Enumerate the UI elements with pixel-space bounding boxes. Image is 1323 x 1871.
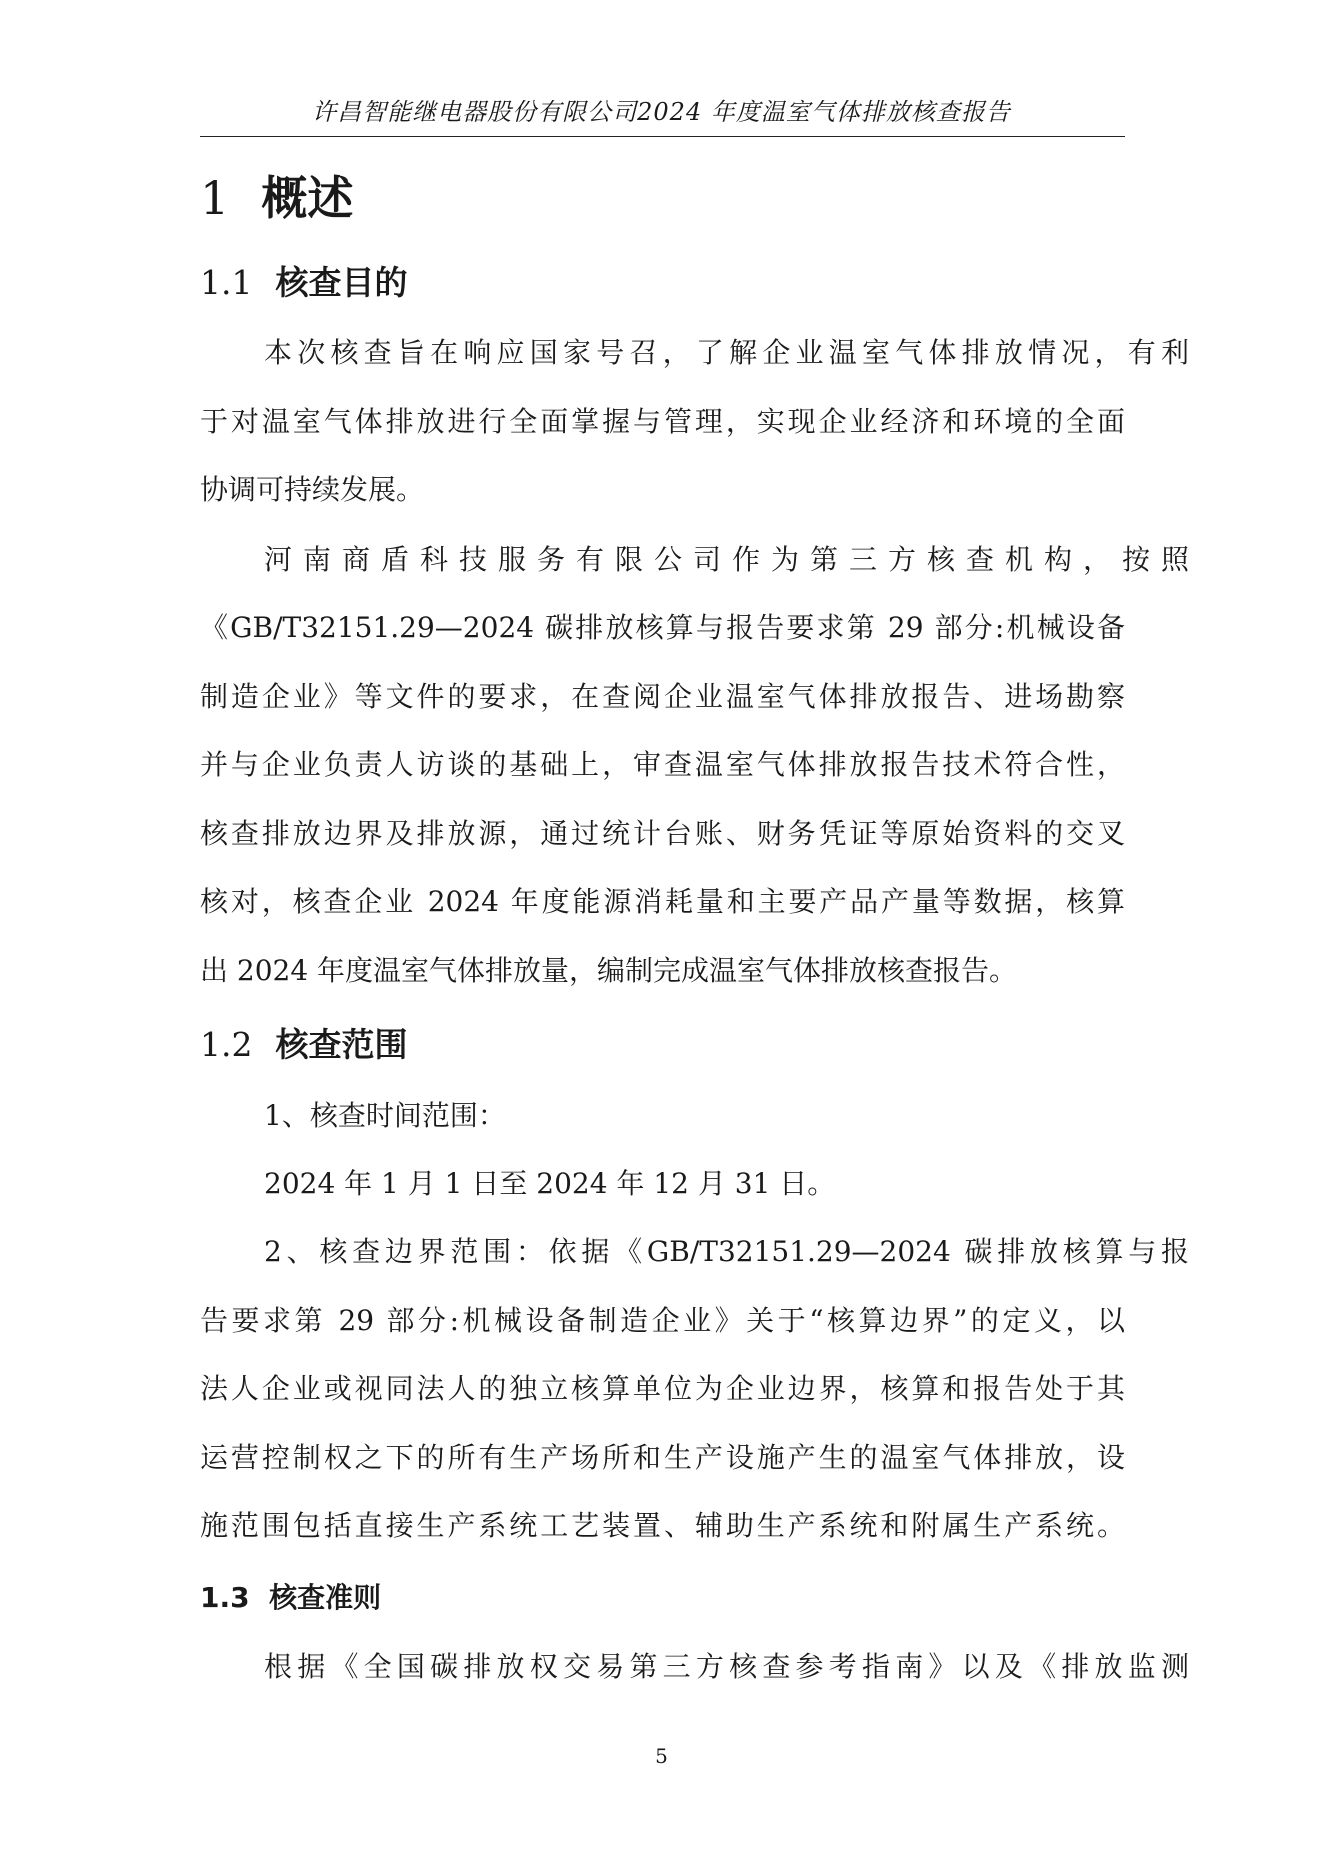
subsection-title: 核查范围 [275,1025,408,1064]
subsection-number: 1.1 [200,263,253,302]
paragraph-line: 《GB/T32151.29—2024 碳排放核算与报告要求第 29 部分:机械设备 [200,611,1125,644]
subsection-title: 核查目的 [275,263,408,302]
paragraph-line: 出 2024 年度温室气体排放量，编制完成温室气体排放核查报告。 [200,954,1018,987]
paragraph-line: 法人企业或视同法人的独立核算单位为企业边界，核算和报告处于其 [200,1372,1125,1405]
paragraph-line: 2、核查边界范围：依据《GB/T32151.29—2024 碳排放核算与报 [264,1235,1189,1268]
paragraph-line: 核对，核查企业 2024 年度能源消耗量和主要产品产量等数据，核算 [200,885,1125,918]
section-number: 1 [200,171,230,225]
paragraph-line: 施范围包括直接生产系统工艺装置、辅助生产系统和附属生产系统。 [200,1509,1125,1542]
paragraph-line: 协调可持续发展。 [200,473,425,506]
subsection-heading-1-3 [200,1578,381,1618]
paragraph-line: 并与企业负责人访谈的基础上，审查温室气体排放报告技术符合性， [200,748,1125,781]
subsection-number: 1.3 [200,1581,250,1614]
paragraph-line: 河南商盾科技服务有限公司作为第三方核查机构，按照 [264,543,1189,576]
paragraph-line: 1、核查时间范围： [264,1099,506,1132]
section-title: 概述 [261,171,354,225]
paragraph-line: 根据《全国碳排放权交易第三方核查参考指南》以及《排放监测 [264,1650,1189,1683]
paragraph-line: 2024 年 1 月 1 日至 2024 年 12 月 31 日。 [264,1167,836,1200]
subsection-number: 1.2 [200,1025,253,1064]
paragraph-line: 本次核查旨在响应国家号召，了解企业温室气体排放情况，有利 [264,336,1189,369]
header-rule [200,136,1125,137]
paragraph-line: 制造企业》等文件的要求，在查阅企业温室气体排放报告、进场勘察 [200,680,1125,713]
paragraph-line: 运营控制权之下的所有生产场所和生产设施产生的温室气体排放，设 [200,1441,1125,1474]
header-title: 许昌智能继电器股份有限公司2024 年度温室气体排放核查报告 [312,98,1011,126]
paragraph-line: 于对温室气体排放进行全面掌握与管理，实现企业经济和环境的全面 [200,405,1125,438]
page-number: 5 [655,1744,668,1768]
subsection-heading-1-1 [200,260,407,306]
subsection-title: 核查准则 [269,1581,382,1614]
section-heading-1 [200,168,353,228]
paragraph-line: 核查排放边界及排放源，通过统计台账、财务凭证等原始资料的交叉 [200,817,1125,850]
subsection-heading-1-2 [200,1022,407,1068]
paragraph-line: 告要求第 29 部分:机械设备制造企业》关于“核算边界”的定义，以 [200,1304,1125,1337]
